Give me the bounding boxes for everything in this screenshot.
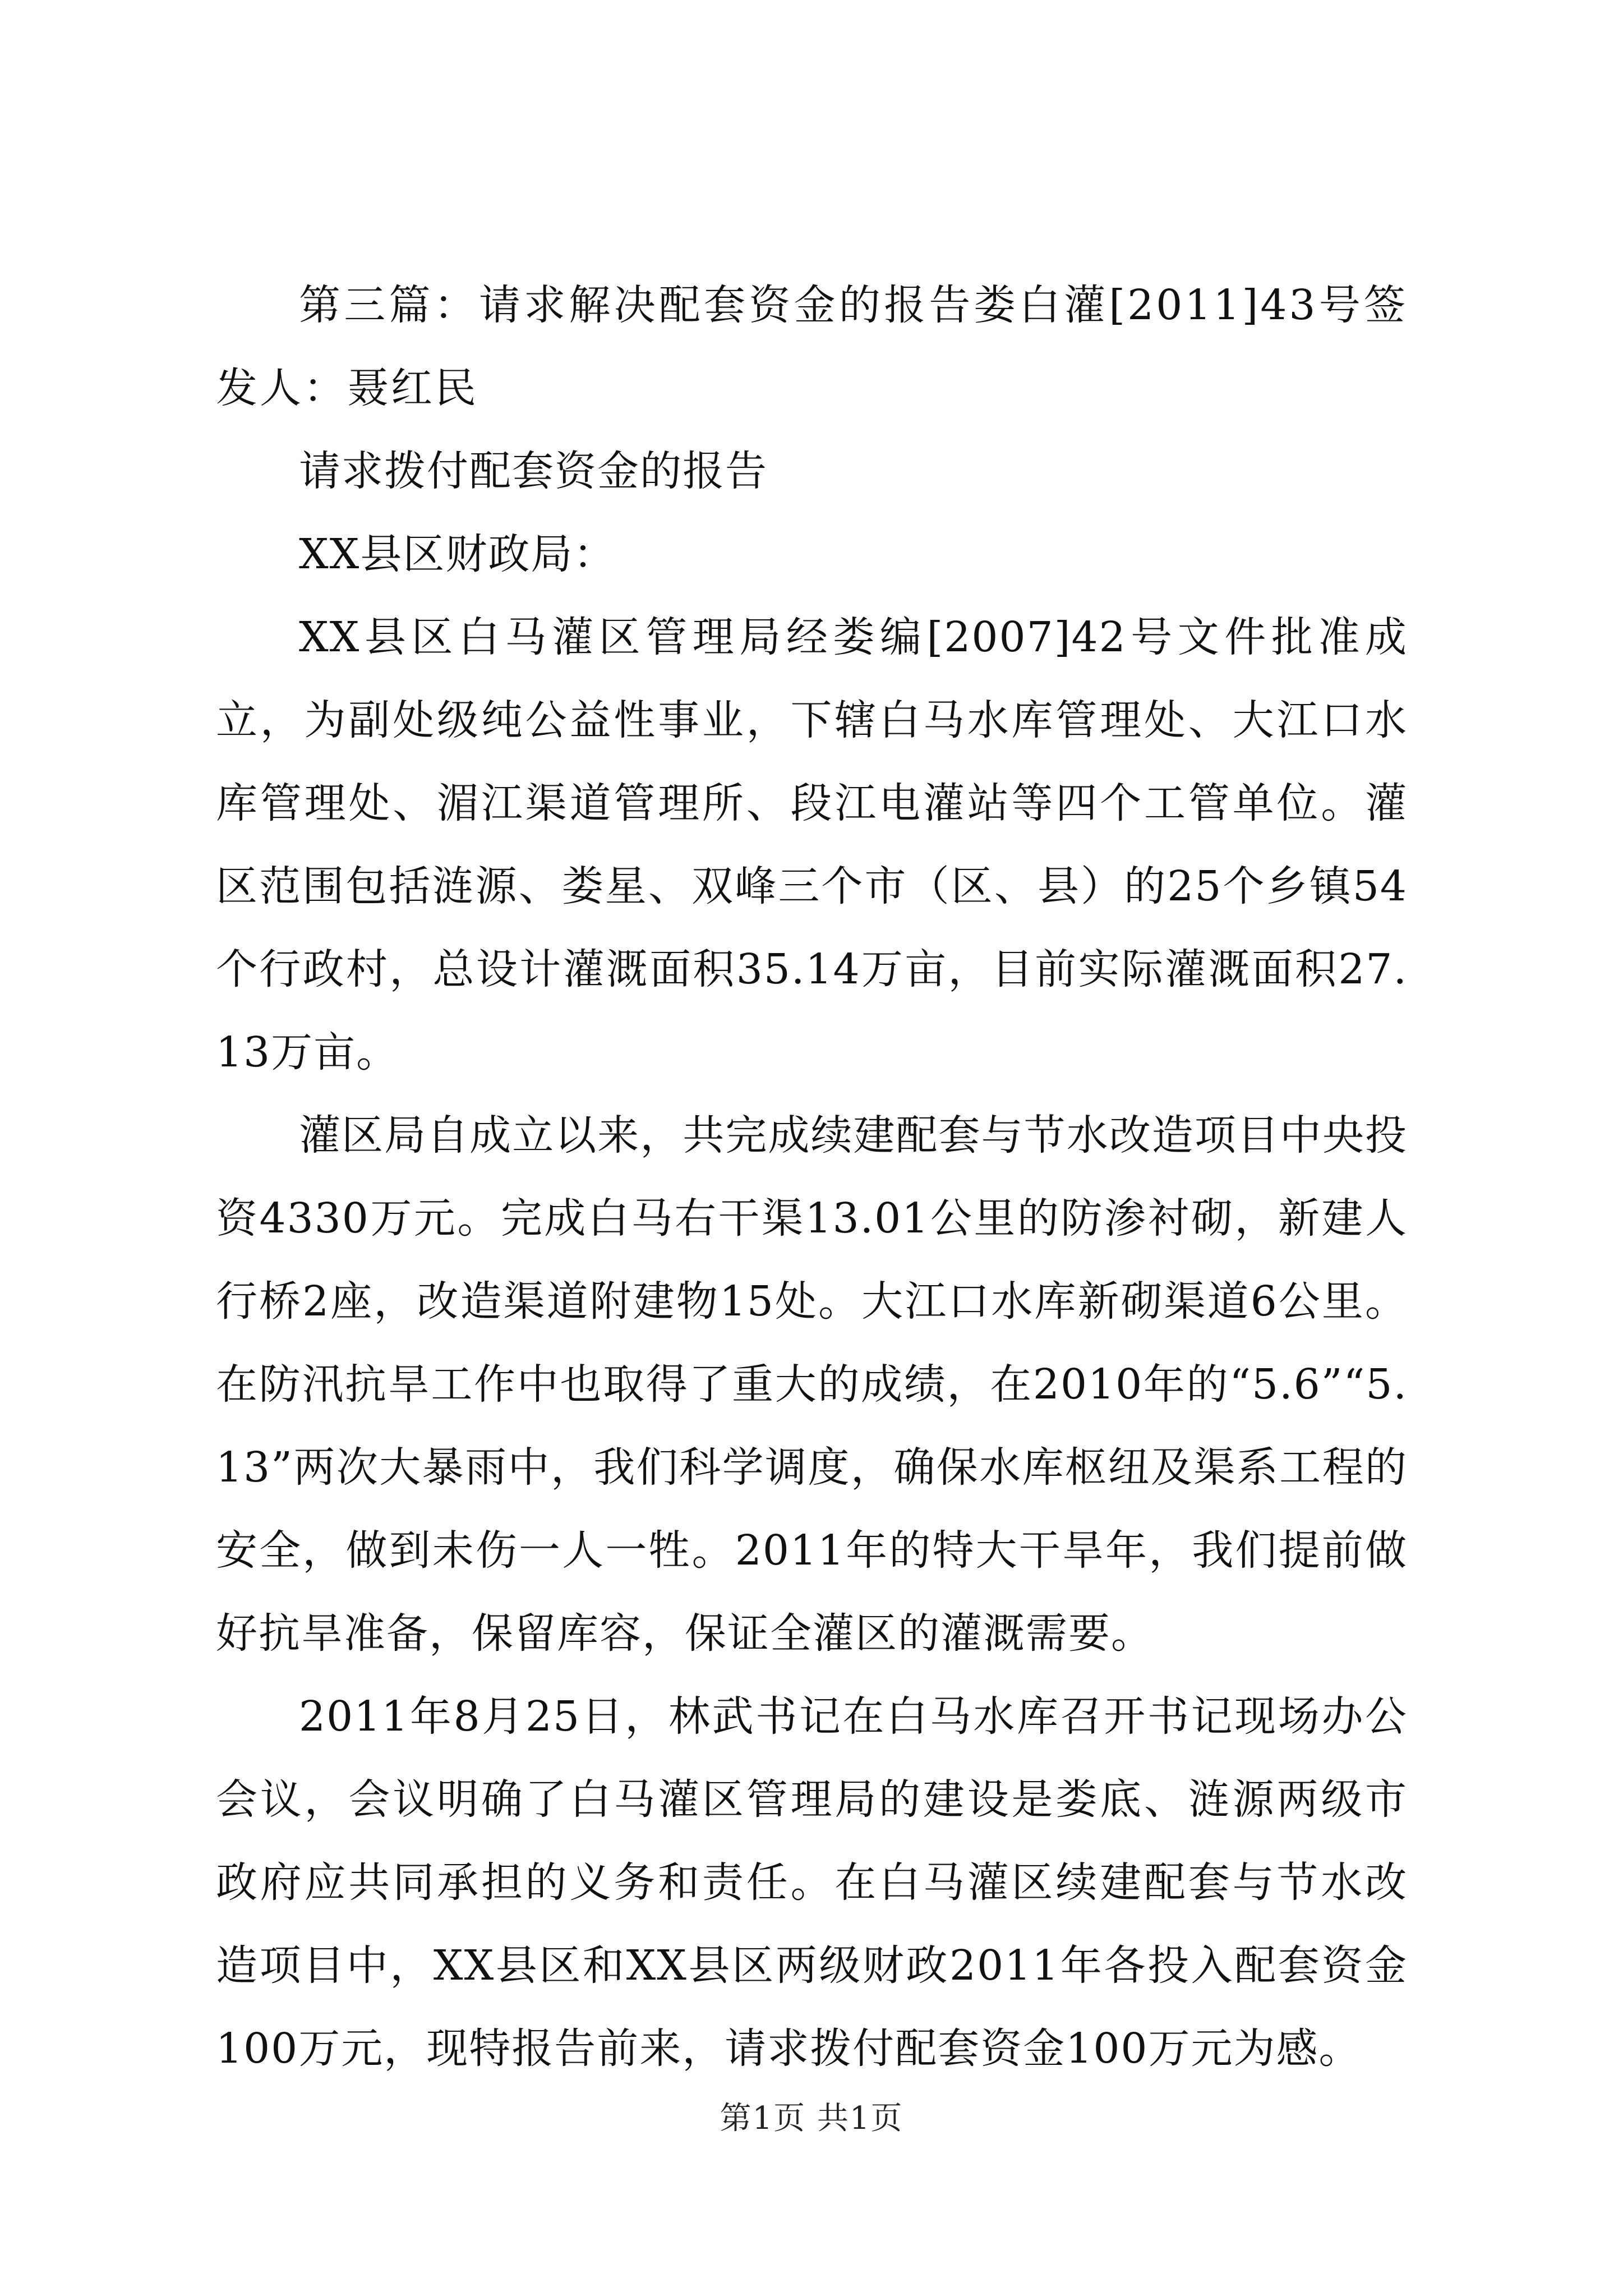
body-paragraph: 2011年8月25日，林武书记在白马水库召开书记现场办公会议，会议明确了白马灌区管理局的建设是娄底、涟源两级市政府应共同承担的义务和责任。在白马灌区续建配套与节水改造项目中，XX县区和XX县区两级财政2011年各投入配套资金100万元，现特报告前来，请求拨付配套资金100万元为感。 — [216, 1692, 1408, 2073]
document-addressee: XX县区财政局： — [299, 530, 616, 578]
document-title-line: 第三篇：请求解决配套资金的报告娄白灌[2011]43号签发人：聂红民 — [216, 281, 1408, 412]
document-subject: 请求拨付配套资金的报告 — [299, 447, 768, 495]
document-body — [216, 264, 1408, 2090]
page-number-label: 第1页 共1页 — [720, 2100, 903, 2137]
body-paragraph: 灌区局自成立以来，共完成续建配套与节水改造项目中央投资4330万元。完成白马右干渠13.01公里的防渗衬砌，新建人行桥2座，改造渠道附建物15处。大江口水库新砌渠道6公里。在防汛抗旱工作中也取得了重大的成绩，在2010年的“5.6”“5.13”两次大暴雨中，我们科学调度，确保水库枢纽及渠系工程的安全，做到未伤一人一牲。2011年的特大干旱年，我们提前做好抗旱准备，保留库容，保证全灌区的灌溉需要。 — [216, 1111, 1408, 1658]
page-footer — [0, 2099, 1623, 2138]
body-paragraph: XX县区白马灌区管理局经娄编[2007]42号文件批准成立，为副处级纯公益性事业，下辖白马水库管理处、大江口水库管理处、湄江渠道管理所、段江电灌站等四个工管单位。灌区范围包括涟源、娄星、双峰三个市（区、县）的25个乡镇54个行政村，总设计灌溉面积35.14万亩，目前实际灌溉面积27.13万亩。 — [216, 613, 1408, 1076]
